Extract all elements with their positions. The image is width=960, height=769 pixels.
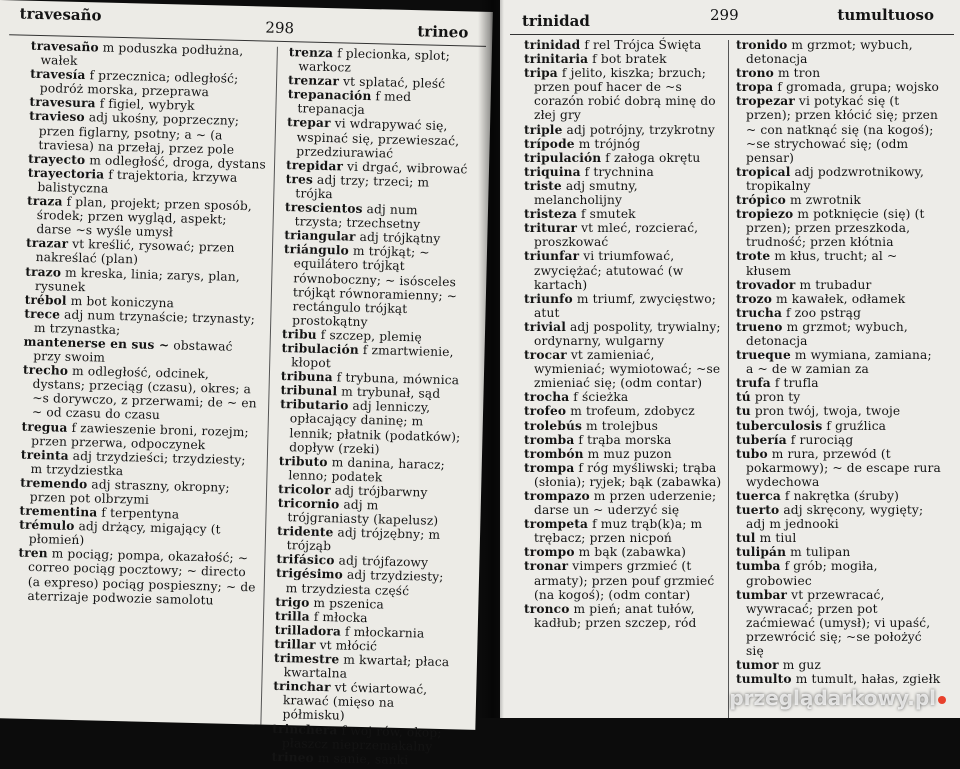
entry-definition: m tiul [755, 531, 797, 546]
entry-definition: f zmartwienie, kłopot [291, 342, 454, 371]
dictionary-column [271, 45, 471, 767]
dictionary-entry [736, 193, 942, 207]
dictionary-entry [286, 116, 469, 163]
dictionary-entry [736, 503, 942, 531]
entry-headword: tropezar [736, 94, 795, 109]
entry-definition: m bąk (zabawka) [574, 545, 687, 560]
entry-definition: f woj rów, okop; płaszcz nieprzemakalny [281, 722, 442, 754]
entry-headword: triunfo [524, 291, 573, 306]
entry-headword: trineo [271, 749, 315, 765]
entry-headword: tronar [524, 559, 569, 574]
entry-headword: tributario [280, 397, 349, 413]
dictionary-entry [736, 66, 942, 80]
entry-definition: m zwrotnik [785, 193, 861, 208]
dictionary-entry [524, 221, 724, 249]
entry-definition: vi wdrapywać się, wspinać się, przewieszać, przedziurawiać [296, 116, 460, 161]
entry-headword: trenza [288, 45, 334, 61]
entry-definition: f szczep, plemię [316, 327, 422, 345]
entry-definition: m pszenica [309, 595, 385, 612]
dictionary-column [736, 38, 942, 718]
dictionary-entry [736, 419, 942, 433]
dictionary-entry [277, 496, 460, 529]
entry-definition: f trajektoria, krzywa balistyczna [37, 167, 238, 196]
dictionary-entry [736, 376, 942, 390]
dictionary-entry [736, 348, 942, 376]
entry-definition: m trofeum, zdobycz [566, 404, 695, 419]
entry-definition: vi potykać się (t przen); przen kłócić się; przen ~ con natknąć się (na kogoś); ~se strychować się; (odm pensar) [746, 94, 939, 165]
entry-headword: trinitaria [524, 52, 589, 67]
entry-definition: f trufla [770, 376, 819, 391]
entry-definition: vt zamieniać, wymieniać; wymiotować; ~se zmieniać się; (odm contar) [534, 348, 721, 391]
dictionary-entry [22, 363, 261, 425]
entry-headword: trompazo [524, 489, 590, 503]
entry-definition: m triumf, zwycięstwo; atut [534, 291, 716, 320]
entry-headword: trofeo [524, 404, 567, 419]
guide-word-right: trineo [417, 22, 469, 42]
entry-definition: f ścieżka [569, 390, 629, 405]
entry-definition: adj num trzysta; trzechsetny [294, 201, 421, 232]
dictionary-entry [736, 447, 942, 489]
entry-definition: vt mleć, rozcierać, proszkować [534, 221, 699, 250]
right-page [500, 0, 960, 718]
entry-definition: adj trzydziesty; m trzydziesta część [285, 568, 444, 598]
entry-definition: adj potrójny, trzykrotny [562, 122, 715, 137]
entry-definition: adj m trójgraniasty (kapelusz) [287, 497, 439, 528]
entry-headword: trocar [524, 348, 567, 363]
entry-headword: trilla [274, 608, 310, 624]
dictionary-entry [282, 242, 466, 331]
entry-definition: adj trójfazowy [334, 553, 429, 571]
entry-definition: adj trzydzieści; trzydziesty; m trzydziestka [30, 448, 246, 478]
entry-headword: tribulación [281, 340, 360, 357]
entry-definition: f rel Trójca Święta [580, 38, 702, 52]
dictionary-entry [736, 320, 942, 348]
entry-headword: trayecto [27, 151, 86, 167]
entry-definition: m trójkąt; ~ equilátero trójkąt równoboczny; ~ isósceles trójkąt równoramienny; ~ rectángulo trójkąt prostokątny [292, 243, 458, 329]
entry-definition: m muz puzon [583, 446, 672, 461]
entry-headword: tropiezo [736, 207, 794, 222]
entry-definition: adj drżący, migający (t płomień) [28, 519, 221, 548]
dictionary-entry [736, 404, 942, 418]
entry-headword: trazar [25, 236, 69, 252]
dictionary-entry [736, 531, 942, 545]
entry-definition: f jelito, kiszka; brzuch; przen pouf hacer de ~s corazón robić dobrą minę do złej gry [534, 66, 716, 123]
entry-definition: m przen uderzenie; darse un ~ uderzyć się [534, 489, 717, 518]
entry-headword: trémulo [19, 517, 75, 534]
dictionary-entry [524, 461, 724, 489]
entry-definition: vt młócić [315, 637, 378, 654]
entry-definition: m kłus, trucht; al ~ kłusem [746, 249, 898, 278]
dictionary-entry [285, 172, 468, 205]
entry-headword: trimestre [273, 650, 340, 667]
entry-headword: tropa [736, 80, 774, 95]
entry-headword: trompa [524, 460, 575, 475]
dictionary-entry [278, 454, 461, 487]
dictionary-entry [524, 179, 724, 207]
dictionary-entry [524, 348, 724, 390]
entry-definition: f trąba morska [574, 432, 672, 447]
entry-definition: vimpers grzmieć (t armaty); przen pouf grzmieć (na kogoś); (odm contar) [534, 559, 715, 602]
entry-headword: trillar [274, 636, 316, 652]
dictionary-entry [524, 602, 724, 630]
entry-headword: triángulo [283, 242, 350, 258]
entry-headword: tubería [736, 432, 787, 447]
entry-definition: m trybunał, sąd [337, 384, 441, 402]
dictionary-entry [279, 397, 462, 458]
watermark-text: przeglądarkowy.pl [729, 686, 936, 710]
entry-headword: tumbar [736, 587, 788, 602]
entry-headword: trópico [736, 193, 786, 208]
dictionary-entry [524, 489, 724, 517]
dictionary-entry [17, 546, 256, 608]
entry-definition: vi triumfować, zwyciężać; atutować (w kartach) [534, 249, 684, 292]
entry-definition: f trychnina [580, 164, 654, 179]
dictionary-entry [736, 278, 942, 292]
entry-definition: f młocka [309, 609, 368, 625]
dictionary-entry [276, 566, 459, 599]
entry-headword: treinta [20, 447, 69, 463]
dictionary-entry [524, 151, 724, 165]
dictionary-entry [273, 651, 456, 684]
entry-definition: m trolejbus [582, 418, 658, 433]
entry-headword: trifásico [276, 552, 335, 568]
dictionary-entry [736, 672, 942, 686]
dictionary-entry [272, 679, 455, 726]
entry-headword: triangular [284, 228, 356, 244]
dictionary-entry [524, 559, 724, 601]
entry-headword: tren [18, 545, 48, 561]
entry-definition: f gruźlica [822, 418, 887, 433]
entry-definition: adj straszny, okropny; przen pot olbrzymi [29, 477, 230, 507]
entry-definition: m guz [778, 658, 821, 673]
entry-definition: m trójnóg [574, 136, 641, 151]
dictionary-entry [524, 165, 724, 179]
entry-headword: triple [524, 122, 563, 137]
dictionary-entry [288, 45, 471, 78]
dictionary-entry [736, 433, 942, 447]
entry-headword: triturar [524, 221, 578, 236]
dictionary-entry [285, 200, 468, 233]
entry-headword: tuerto [736, 503, 780, 518]
entry-definition: m potknięcie (się) (t przen); przen przeszkoda, trudność; przen kłótnia [746, 207, 925, 250]
entry-headword: tristeza [524, 207, 577, 222]
entry-definition: m odległość, odcinek, dystans; przeciąg (czasu), okres; a ~s dorywczo, z przerwami; de ~ en ~ od czasu do czasu [31, 363, 257, 423]
entry-definition: f grób; mogiła, grobowiec [746, 559, 878, 588]
entry-headword: tropical [736, 164, 791, 179]
entry-headword: travesaño [30, 38, 99, 55]
entry-definition: pron twój, twoja, twoje [750, 404, 901, 419]
entry-definition: m tumult, hałas, zgiełk [791, 672, 941, 687]
dictionary-entry [524, 292, 724, 320]
entry-headword: tronido [736, 38, 788, 52]
dictionary-entry [736, 249, 942, 277]
entry-definition: m kwartał; płaca kwartalna [283, 652, 450, 681]
entry-definition: m bot koniczyna [66, 293, 175, 311]
entry-headword: trocha [524, 390, 570, 405]
entry-headword: tributo [278, 453, 328, 469]
dictionary-entry [524, 52, 724, 66]
entry-headword: tripa [524, 66, 558, 81]
page-number: 298 [265, 18, 295, 38]
guide-word-left: travesaño [19, 4, 102, 25]
watermark-dot-icon [938, 696, 946, 704]
entry-definition: vt splatać, pleść [338, 74, 446, 92]
entry-headword: trinchar [273, 679, 331, 695]
entry-definition: f smutek [576, 207, 636, 222]
entry-headword: triunfar [524, 249, 580, 264]
entry-headword: trecho [22, 362, 69, 378]
dictionary-entry [736, 588, 942, 658]
guide-word-right: tumultuoso [837, 6, 934, 24]
entry-definition: f terpentyna [97, 505, 180, 522]
entry-definition: adj ukośny, poprzeczny; przen figlarny, psotny; a ~ (a traviesa) na przełaj, przez pole [38, 110, 240, 157]
entry-headword: trinchera [272, 721, 338, 737]
entry-definition: f młockarnia [340, 624, 425, 641]
header-rule [510, 34, 954, 35]
entry-headword: trolebús [524, 418, 583, 433]
dictionary-entry [281, 341, 464, 374]
entry-definition: adj num trzynaście; trzynasty; m trzynastka; [33, 307, 256, 337]
dictionary-entry [524, 404, 724, 418]
entry-definition: adj trzy; trzeci; m trójka [295, 172, 430, 202]
dictionary-entry [736, 545, 942, 559]
dictionary-entry [524, 517, 724, 545]
entry-headword: tricolor [277, 481, 331, 498]
entry-definition: vi drgać, wibrować [342, 159, 468, 177]
entry-definition: adj trójkątny [355, 229, 441, 247]
entry-definition: f trybuna, mównica [332, 370, 460, 388]
entry-definition: m rura, przewód (t pokarmowy); ~ de escape rura wydechowa [746, 446, 941, 489]
entry-definition: f med trepanacja [297, 89, 412, 118]
dictionary-entry [524, 38, 724, 52]
dictionary-entry [524, 249, 724, 291]
entry-headword: trueno [736, 319, 783, 334]
dictionary-entry [736, 80, 942, 94]
entry-headword: tribu [281, 326, 317, 342]
entry-definition: vt przewracać, wywracać; przen pot zaćmiewać (umysł); vi upaść, przewrócić się; ~se położyć się [746, 587, 931, 659]
entry-headword: trozo [736, 291, 772, 306]
entry-definition: m tulipan [786, 545, 851, 560]
entry-headword: traza [26, 193, 63, 209]
entry-definition: f plecionka, splot; warkocz [298, 46, 451, 75]
entry-definition: f muz trąb(k)a; m trębacz; przen nicpoń [534, 517, 703, 546]
entry-headword: tú [736, 390, 751, 405]
entry-headword: trompo [524, 545, 575, 560]
dictionary-entry [524, 66, 724, 122]
entry-headword: tulipán [736, 545, 787, 560]
entry-definition: vt ćwiartować, krawać (mięso na półmisku) [282, 680, 428, 724]
entry-headword: tregua [21, 419, 68, 435]
entry-headword: trompeta [524, 517, 589, 532]
entry-definition: adj skręcony, wygięty; adj m jednooki [746, 503, 924, 532]
entry-headword: tumulto [736, 672, 792, 687]
entry-headword: trufa [736, 376, 771, 391]
entry-headword: mantenerse en sus ~ [23, 334, 170, 353]
entry-headword: trementina [19, 503, 98, 520]
dictionary-entry [524, 320, 724, 348]
entry-definition: m danina, haracz; lenno; podatek [288, 454, 446, 485]
entry-headword: tronco [524, 601, 570, 616]
entry-headword: triquina [524, 164, 581, 179]
entry-headword: tuerca [736, 489, 781, 503]
entry-definition: f figiel, wybryk [95, 96, 195, 114]
entry-headword: trébol [24, 292, 67, 308]
dictionary-entry [272, 721, 455, 754]
entry-definition: adj smutny, melancholijny [534, 178, 638, 208]
entry-headword: trípode [524, 136, 575, 151]
entry-definition: m poduszka podłużna, wałek [40, 40, 244, 69]
dictionary-entry [736, 38, 942, 66]
dictionary-entry [524, 419, 724, 433]
entry-headword: trombón [524, 446, 584, 461]
entry-definition: obstawać przy swoim [33, 338, 233, 365]
watermark [729, 686, 946, 710]
dictionary-entry [736, 390, 942, 404]
entry-definition: f rurociąg [786, 432, 854, 447]
entry-definition: m kreska, linia; zarys, plan, rysunek [34, 265, 241, 294]
entry-definition: adj trójzębny; m trójząb [286, 525, 441, 554]
dictionary-entry [736, 207, 942, 249]
dictionary-entry [524, 390, 724, 404]
dictionary-entry [736, 559, 942, 587]
entry-definition: f nakrętka (śruby) [780, 489, 900, 503]
entry-headword: trilladora [274, 622, 342, 639]
dictionary-entry [524, 207, 724, 221]
entry-headword: tumba [736, 559, 781, 574]
entry-headword: trenzar [287, 73, 340, 89]
entry-headword: tribunal [280, 383, 338, 399]
entry-headword: tridente [276, 524, 334, 540]
entry-headword: trucha [736, 305, 782, 320]
entry-definition: f plan, projekt; przen sposób, środek; przen wygląd, aspekt; darse ~s wyśle umysł [36, 194, 253, 240]
entry-headword: tubo [736, 446, 768, 461]
entry-definition: f róg myśliwski; trąba (słonia); ryjek; bąk (zabawka) [534, 460, 722, 489]
dictionary-column [14, 39, 269, 725]
entry-definition: f przecznica; odległość; podróż morska, przeprawa [39, 68, 239, 100]
entry-definition: m pień; anat tułów, kadłub; przen szczep, ród [534, 601, 697, 630]
dictionary-entry [287, 87, 470, 120]
entry-definition: f zawieszenie broni, rozejm; przen przerwa, odpoczynek [31, 420, 249, 452]
entry-definition: adj trójbarwny [330, 483, 428, 500]
entry-definition: pron ty [750, 390, 801, 405]
entry-definition: adj podzwrotnikowy, tropikalny [746, 164, 924, 193]
dictionary-entry [736, 165, 942, 193]
entry-definition: m sanie, sanki [313, 750, 409, 767]
entry-headword: tres [285, 171, 314, 187]
entry-headword: trepar [286, 115, 331, 131]
entry-headword: trovador [736, 277, 796, 292]
dictionary-entry [736, 94, 942, 164]
entry-headword: tremendo [20, 475, 88, 492]
entry-headword: trepanación [287, 87, 372, 104]
entry-headword: trazo [25, 264, 62, 280]
entry-headword: trigésimo [275, 566, 344, 583]
entry-headword: trinidad [524, 38, 581, 52]
entry-headword: tromba [524, 432, 575, 447]
entry-headword: trescientos [284, 200, 363, 216]
entry-definition: vt kreślić, rysować; przen nakreślać (plan) [35, 237, 235, 267]
entry-headword: travesura [29, 95, 96, 111]
entry-headword: trote [736, 249, 771, 264]
dictionary-entry [524, 137, 724, 151]
entry-definition: m trubadur [795, 277, 872, 292]
entry-definition: adj pospolity, trywialny; ordynarny, wulgarny [534, 319, 721, 348]
entry-definition: m grzmot; wybuch, detonacja [746, 319, 908, 348]
dictionary-entry [277, 524, 460, 557]
dictionary-entry [524, 123, 724, 137]
dictionary-entry [524, 433, 724, 447]
entry-definition: f załoga okrętu [601, 150, 701, 165]
entry-headword: tu [736, 404, 751, 419]
entry-headword: trece [24, 306, 61, 322]
entry-headword: trigo [275, 594, 310, 610]
entry-headword: tricornio [277, 495, 340, 512]
entry-definition: m tron [773, 66, 821, 81]
entry-definition: m odległość, droga, dystans [85, 152, 267, 172]
dictionary-entry [524, 447, 724, 461]
page-header [500, 0, 960, 34]
guide-word-left: trinidad [522, 12, 590, 30]
entry-definition: m kawałek, odłamek [771, 291, 906, 306]
entry-headword: trono [736, 66, 774, 81]
entry-headword: tul [736, 531, 756, 546]
entry-headword: tuberculosis [736, 418, 823, 433]
entry-headword: travieso [28, 109, 85, 125]
dictionary-column [524, 38, 724, 718]
dictionary-entry [28, 109, 267, 157]
entry-headword: travesía [30, 66, 86, 83]
entry-headword: trivial [524, 319, 566, 334]
entry-headword: trepidar [285, 157, 344, 174]
entry-definition: m grzmot; wybuch, detonacja [746, 38, 913, 67]
entry-definition: m pociąg; pompa, okazałość; ~ correo pociąg pocztowy; ~ directo (a expreso) pociąg pospieszny; ~ de aterrizaje podwozie samolotu [27, 546, 256, 608]
dictionary-entry [736, 292, 942, 306]
entry-headword: trayectoria [27, 165, 105, 182]
page-number: 299 [710, 6, 739, 24]
entry-headword: tripulación [524, 150, 602, 165]
dictionary-entry [524, 545, 724, 559]
dictionary-entry [736, 489, 942, 503]
entry-headword: triste [524, 178, 562, 193]
entry-definition: adj lenniczy, opłacający daninę; m lennik; płatnik (podatków); dopływ (rzeki) [288, 398, 461, 457]
entry-definition: m wymiana, zamiana; a ~ de w zamian za [746, 348, 932, 377]
entry-headword: tribuna [280, 369, 333, 385]
entry-definition: f zoo pstrąg [782, 305, 862, 320]
entry-headword: trueque [736, 348, 791, 363]
dictionary-entry [26, 194, 265, 242]
entry-definition: f bot bratek [588, 52, 667, 67]
entry-headword: tumor [736, 658, 779, 673]
column-divider [728, 40, 729, 718]
dictionary-entry [736, 306, 942, 320]
dictionary-entry [736, 658, 942, 672]
entry-definition: f gromada, grupa; wojsko [773, 80, 940, 95]
